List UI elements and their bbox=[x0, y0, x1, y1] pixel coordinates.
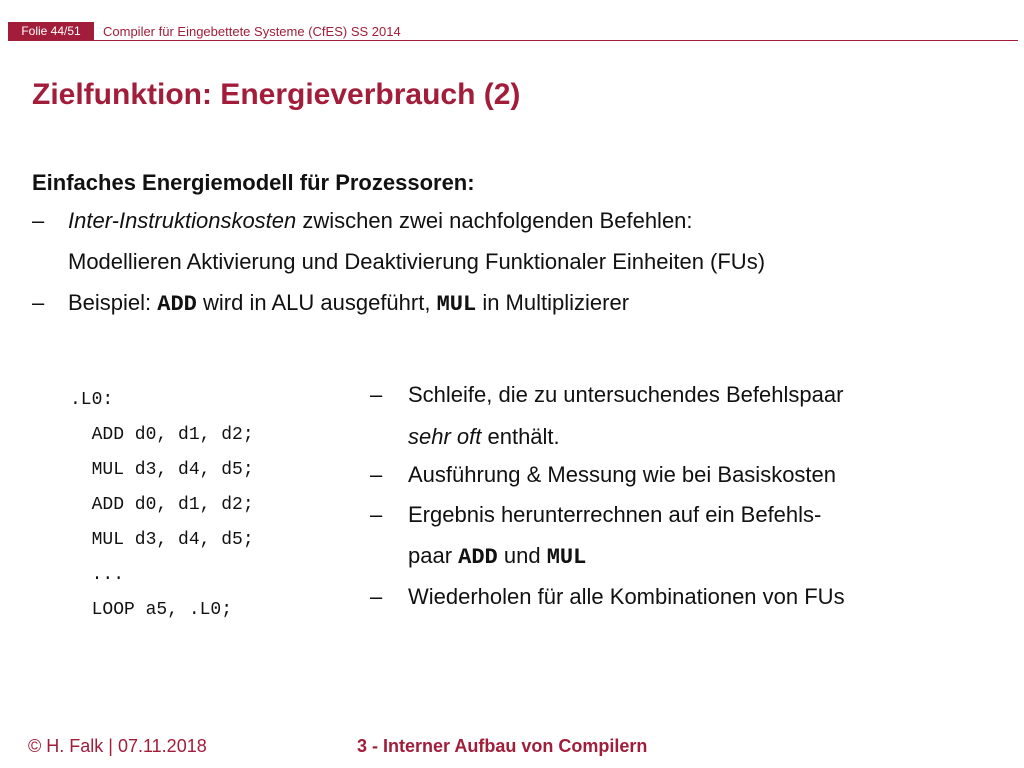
bullet-text: enthält. bbox=[481, 424, 560, 449]
code-line: .L0: bbox=[70, 390, 114, 410]
bullet-dash: – bbox=[370, 462, 383, 487]
bullet-text: Ergebnis herunterrechnen auf ein Befehls- bbox=[408, 502, 822, 527]
footer-author-date bbox=[28, 736, 207, 757]
code-mul: MUL bbox=[436, 292, 477, 317]
course-title: Compiler für Eingebettete Systeme (CfES) SS 2014 bbox=[103, 24, 401, 39]
bullet-example bbox=[32, 290, 629, 317]
footer-author: © H. Falk bbox=[28, 736, 104, 756]
footer-date: 07.11.2018 bbox=[117, 736, 207, 756]
code-line: ... bbox=[70, 565, 125, 585]
bullet-text: Ausführung & Messung wie bei Basiskosten bbox=[408, 462, 837, 487]
intro-heading: Einfaches Energiemodell für Prozessoren: bbox=[32, 170, 475, 195]
bullet-text: Schleife, die zu untersuchendes Befehlspaar bbox=[408, 382, 844, 407]
slide-header bbox=[0, 0, 1024, 40]
code-add: ADD bbox=[157, 292, 197, 317]
bullet-dash: – bbox=[32, 290, 45, 315]
code-line: ADD d0, d1, d2; bbox=[70, 425, 254, 445]
bullet-dash: – bbox=[370, 502, 383, 527]
bullet-text: und bbox=[497, 543, 547, 568]
bullet-loop bbox=[370, 382, 843, 408]
code-line: ADD d0, d1, d2; bbox=[70, 495, 254, 515]
bullet-dash: – bbox=[370, 382, 383, 407]
code-line: MUL d3, d4, d5; bbox=[70, 530, 254, 550]
slide-number-badge: Folie 44/51 bbox=[8, 22, 94, 40]
bullet-dash: – bbox=[370, 584, 383, 609]
footer-separator: | bbox=[103, 736, 118, 756]
bullet-loop-line2 bbox=[408, 424, 560, 450]
code-mul: MUL bbox=[546, 545, 587, 570]
bullet-measurement bbox=[370, 462, 836, 488]
term-sehr-oft: sehr oft bbox=[408, 424, 482, 449]
bullet-text: zwischen zwei nachfolgenden Befehlen: bbox=[296, 208, 693, 233]
slide-title: Zielfunktion: Energieverbrauch (2) bbox=[32, 78, 521, 111]
bullet-text: in Multiplizierer bbox=[476, 290, 630, 315]
code-line: MUL d3, d4, d5; bbox=[70, 460, 254, 480]
bullet-result-line2 bbox=[408, 543, 586, 570]
bullet-inter-instruction bbox=[32, 208, 693, 234]
footer-chapter: 3 - Interner Aufbau von Compilern bbox=[357, 736, 648, 756]
code-add: ADD bbox=[458, 545, 498, 570]
bullet-text: Wiederholen für alle Kombinationen von FUs bbox=[408, 584, 845, 609]
bullet-text: wird in ALU ausgeführt bbox=[196, 290, 425, 315]
bullet-text: paar bbox=[408, 543, 459, 568]
term-inter-instruktionskosten: Inter-Instruktionskosten bbox=[68, 208, 297, 233]
bullet-text: , bbox=[424, 290, 437, 315]
code-line: LOOP a5, .L0; bbox=[70, 600, 233, 620]
bullet-dash: – bbox=[32, 208, 45, 233]
bullet-repeat bbox=[370, 584, 845, 610]
bullet-text: Beispiel: bbox=[68, 290, 158, 315]
bullet-result bbox=[370, 502, 821, 528]
bullet-inter-instruction-line2: Modellieren Aktivierung und Deaktivierung Funktionaler Einheiten (FUs) bbox=[68, 249, 766, 274]
header-divider bbox=[8, 40, 1018, 41]
